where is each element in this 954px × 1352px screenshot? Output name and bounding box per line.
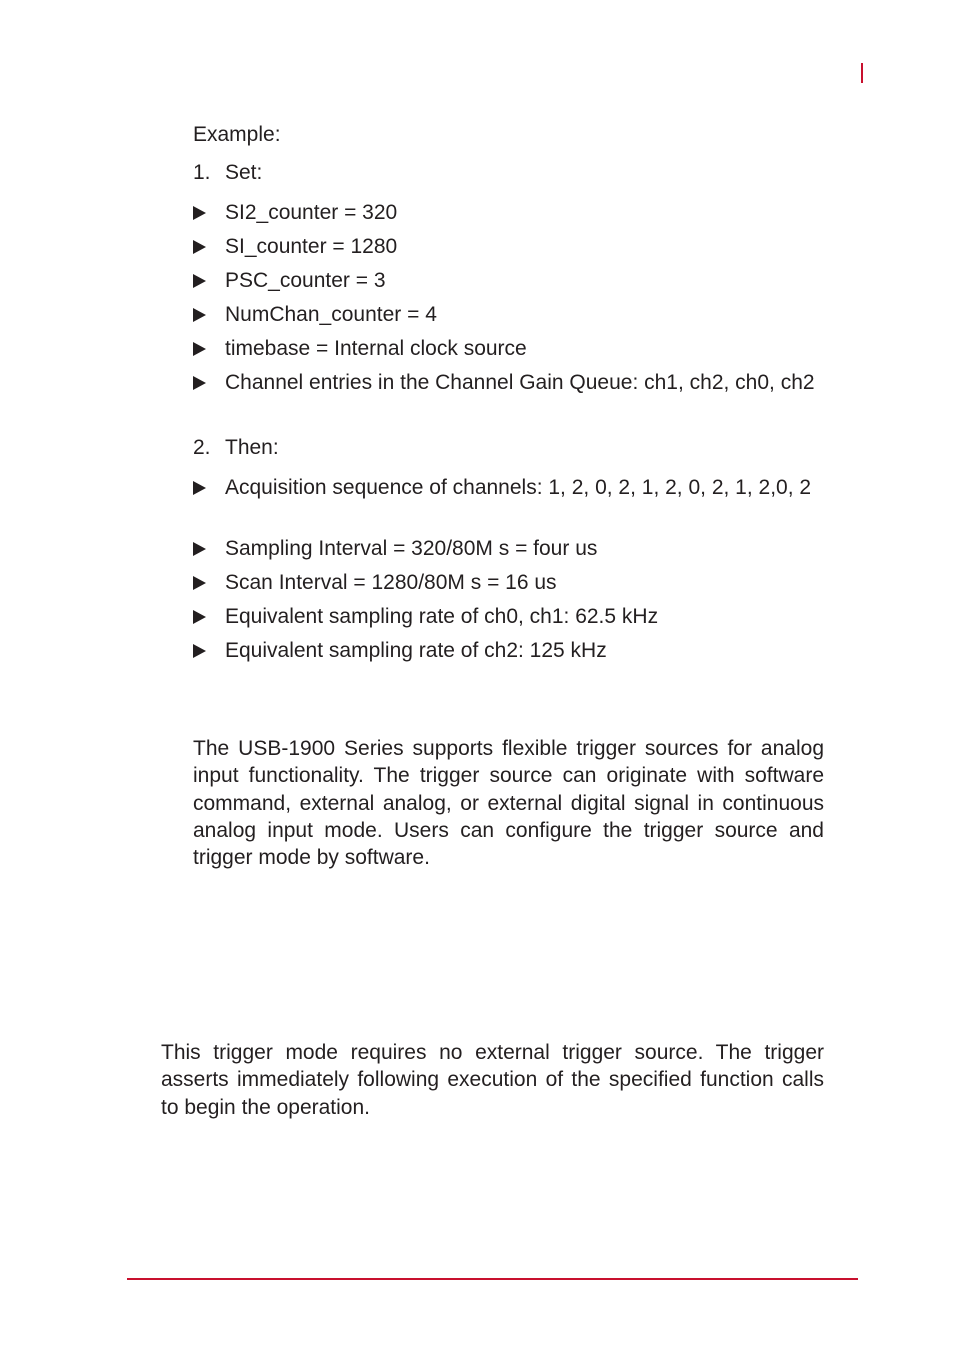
software-trigger-paragraph: This trigger mode requires no external trigger source. The trigger asserts immediately following execution of the specified function calls to begin the operation. — [161, 1041, 824, 1119]
right-triangle-icon — [193, 569, 207, 595]
list-item: Scan Interval = 1280/80M s = 16 us — [225, 571, 557, 594]
list-item: SI2_counter = 320 — [225, 201, 398, 224]
step-2-number: 2. — [193, 436, 211, 459]
right-triangle-icon — [193, 233, 207, 259]
right-triangle-icon — [193, 301, 207, 327]
list-item: Equivalent sampling rate of ch2: 125 kHz — [225, 639, 607, 662]
list-item: SI_counter = 1280 — [225, 235, 398, 258]
list-item: Channel entries in the Channel Gain Queue: ch1, ch2, ch0, ch2 — [225, 371, 815, 394]
header-accent-mark — [861, 63, 863, 83]
trigger-sources-paragraph: The USB-1900 Series supports flexible trigger sources for analog input functionality. The trigger source can originate with software command, external analog, or external digital signal in continuous analog input mode. Users can configure the trigger source and trigger mode by software. — [193, 737, 824, 870]
list-item: timebase = Internal clock source — [225, 337, 527, 360]
step-1-number: 1. — [193, 161, 211, 184]
list-item: Acquisition sequence of channels: 1, 2, 0, 2, 1, 2, 0, 2, 1, 2,0, 2 — [225, 476, 812, 499]
list-item: Equivalent sampling rate of ch0, ch1: 62.5 kHz — [225, 605, 659, 628]
right-triangle-icon — [193, 369, 207, 395]
right-triangle-icon — [193, 267, 207, 293]
right-triangle-icon — [193, 335, 207, 361]
right-triangle-icon — [193, 474, 207, 500]
step-1-label: Set: — [225, 161, 263, 184]
footer-rule — [127, 1278, 858, 1280]
list-item: Sampling Interval = 320/80M s = four us — [225, 537, 598, 560]
list-item: PSC_counter = 3 — [225, 269, 386, 292]
step-2-label: Then: — [225, 436, 279, 459]
list-item: NumChan_counter = 4 — [225, 303, 437, 326]
example-label: Example: — [193, 123, 281, 146]
right-triangle-icon — [193, 637, 207, 663]
right-triangle-icon — [193, 199, 207, 225]
right-triangle-icon — [193, 535, 207, 561]
right-triangle-icon — [193, 603, 207, 629]
